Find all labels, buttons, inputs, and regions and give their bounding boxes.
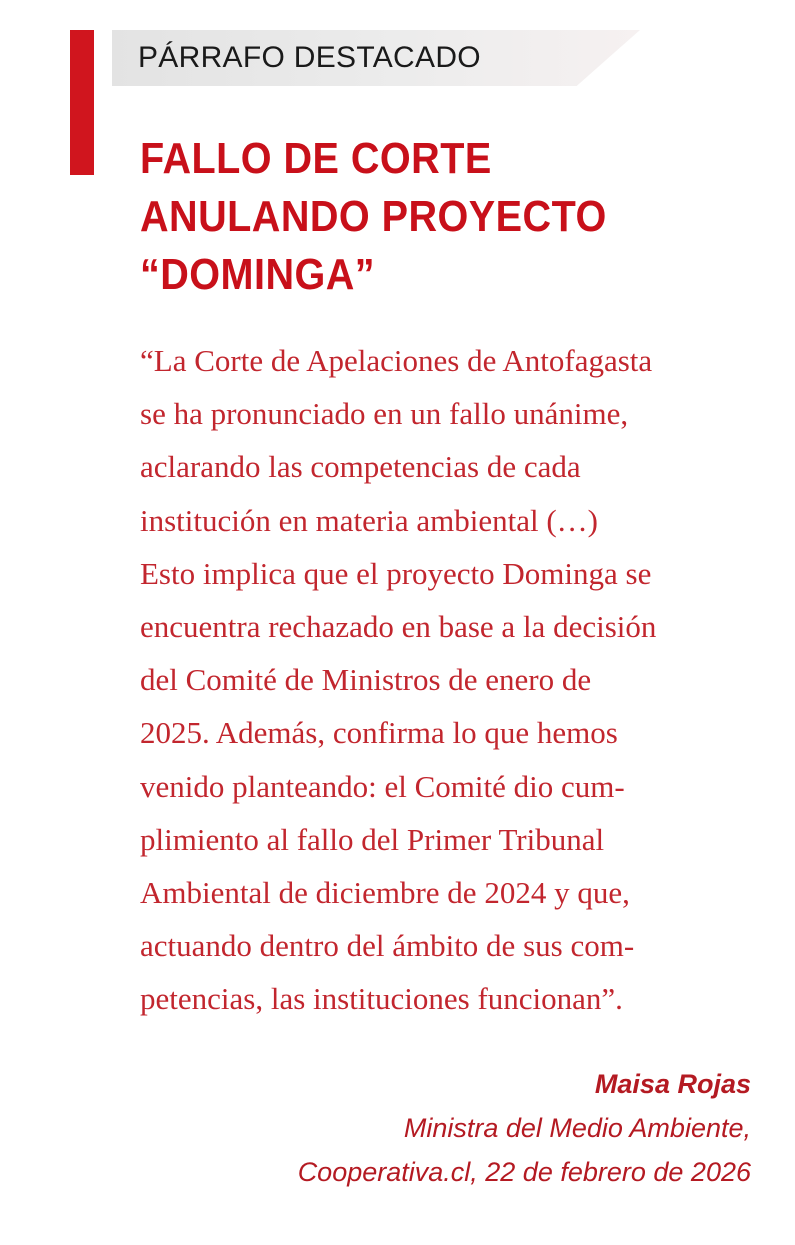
quote-line: 2025. Además, confirma lo que hemos xyxy=(140,715,618,751)
quote-line: se ha pronunciado en un fallo unánime, xyxy=(140,396,629,432)
author-role: Ministra del Medio Ambiente, xyxy=(403,1113,751,1143)
quote-line: encuentra rechazado en base a la decisión xyxy=(140,609,657,645)
quote-line: aclarando las competencias de cada xyxy=(140,449,581,485)
quote-line: plimiento al fallo del Primer Tribunal xyxy=(140,821,605,857)
quote-line: institución en materia ambiental (…) xyxy=(140,502,598,538)
quote-line: actuando dentro del ámbito de sus com- xyxy=(140,928,635,964)
author-name: Maisa Rojas xyxy=(594,1069,751,1099)
quote-line: Esto implica que el proyecto Dominga se xyxy=(140,555,652,591)
quote-paragraph xyxy=(140,334,770,1026)
headline-line: “DOMINGA” xyxy=(140,250,376,299)
headline-line: ANULANDO PROYECTO xyxy=(140,192,607,241)
quote-line: Ambiental de diciembre de 2024 y que, xyxy=(140,875,630,911)
headline xyxy=(140,130,698,304)
quote-line: del Comité de Ministros de enero de xyxy=(140,662,592,698)
quote-line: venido planteando: el Comité dio cum- xyxy=(140,768,625,804)
headline-line: FALLO DE CORTE xyxy=(140,134,492,183)
section-accent-bar xyxy=(70,30,94,175)
quote-line: “La Corte de Apelaciones de Antofagasta xyxy=(140,343,653,378)
section-label: PÁRRAFO DESTACADO xyxy=(138,41,481,74)
attribution xyxy=(298,1062,751,1194)
quote-line: petencias, las instituciones funcionan”. xyxy=(140,981,623,1017)
author-source: Cooperativa.cl, 22 de febrero de 2026 xyxy=(297,1157,751,1187)
